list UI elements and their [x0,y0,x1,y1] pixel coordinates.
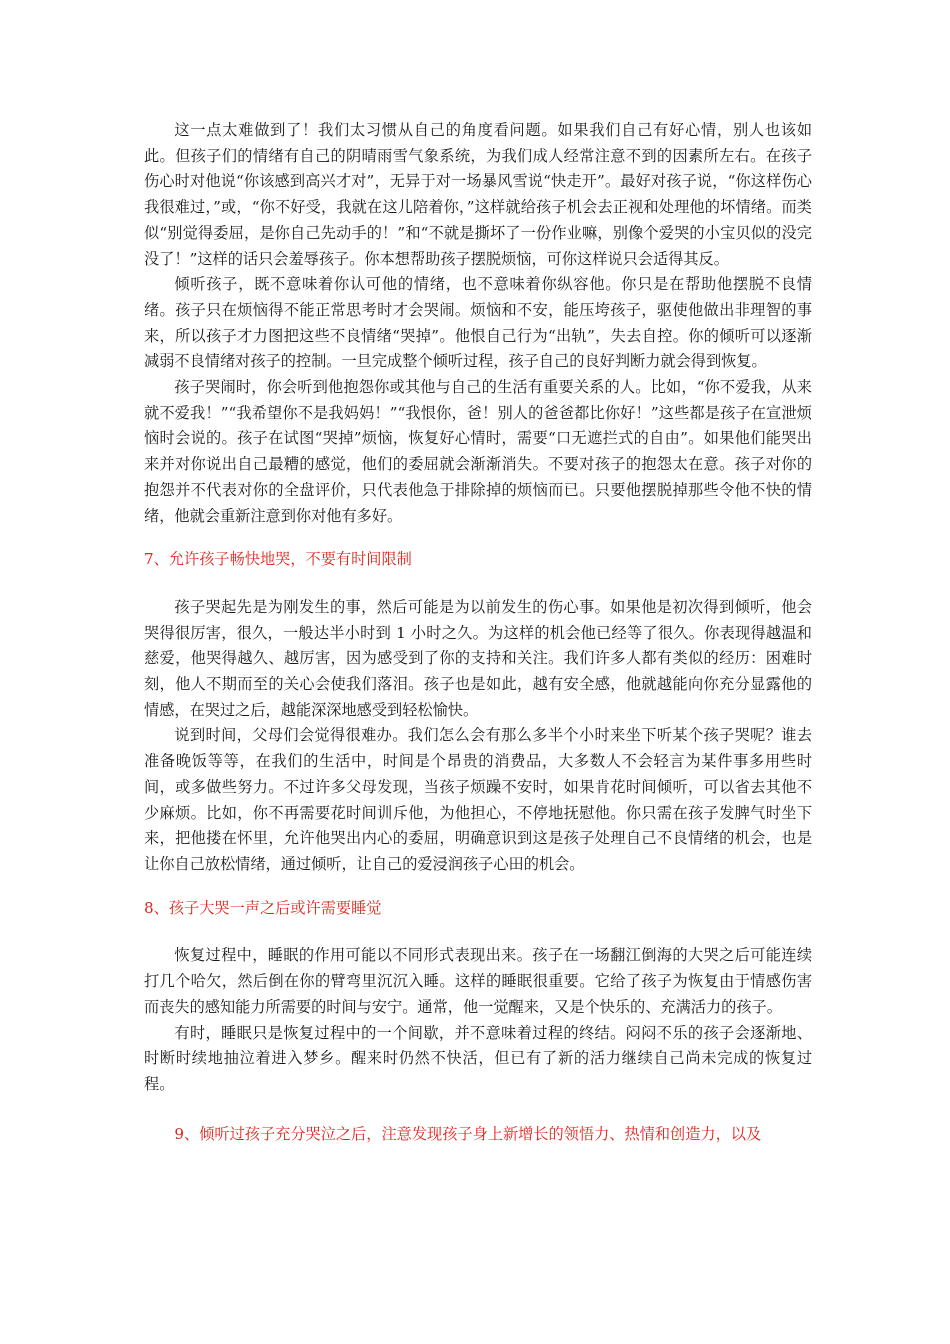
section-heading-9: 9、倾听过孩子充分哭泣之后，注意发现孩子身上新增长的领悟力、热情和创造力，以及 [174,1124,762,1143]
body-paragraph: 孩子哭闹时，你会听到他抱怨你或其他与自己的生活有重要关系的人。比如，“你不爱我，从来就不爱我！”“我希望你不是我妈妈！”“我恨你，爸！别人的爸爸都比你好！”这些都是孩子在宣泄烦恼时会说的。孩子在试图“哭掉”烦恼，恢复好心情时，需要“口无遮拦式的自由”。如果他们能哭出来并对你说出自己最糟的感觉，他们的委屈就会渐渐消失。不要对孩子的抱怨太在意。孩子对你的抱怨并不代表对你的全盘评价，只代表他急于排除掉的烦恼而已。只要他摆脱掉那些令他不快的情绪，他就会重新注意到你对他有多好。 [144,378,812,525]
body-paragraph: 说到时间，父母们会觉得很难办。我们怎么会有那么多半个小时来坐下听某个孩子哭呢？谁去准备晚饭等等，在我们的生活中，时间是个昂贵的消费品，大多数人不会轻言为某件事多用些时间，或多做些努力。不过许多父母发现，当孩子烦躁不安时，如果肯花时间倾听，可以省去其他不少麻烦。比如，你不再需要花时间训斥他，为他担心，不停地抚慰他。你只需在孩子发脾气时坐下来，把他搂在怀里，允许他哭出内心的委屈，明确意识到这是孩子处理自己不良情绪的机会，也是让你自己放松情绪，通过倾听，让自己的爱浸润孩子心田的机会。 [144,726,812,873]
body-paragraph: 这一点太难做到了！我们太习惯从自己的角度看问题。如果我们自己有好心情，别人也该如此。但孩子们的情绪有自己的阴晴雨雪气象系统，为我们成人经常注意不到的因素所左右。在孩子伤心时对他说“你该感到高兴才对”，无异于对一场暴风雪说“快走开”。最好对孩子说，“你这样伤心我很难过，”或，“你不好受，我就在这儿陪着你，”这样就给孩子机会去正视和处理他的坏情绪。而类似“别觉得委屈，是你自己先动手的！”和“不就是撕坏了一份作业嘛，别像个爱哭的小宝贝似的没完没了！”这样的话只会羞辱孩子。你本想帮助孩子摆脱烦恼，可你这样说只会适得其反。 [144,121,812,268]
body-paragraph: 孩子哭起先是为刚发生的事，然后可能是为以前发生的伤心事。如果他是初次得到倾听，他会哭得很厉害，很久，一般达半小时到 1 小时之久。为这样的机会他已经等了很久。你表现得越温和慈爱，他哭得越久、越厉害，因为感受到了你的支持和关注。我们许多人都有类似的经历：困难时刻，他人不期而至的关心会使我们落泪。孩子也是如此，越有安全感，他就越能向你充分显露他的情感，在哭过之后，越能深深地感受到轻松愉快。 [144,597,812,719]
body-paragraph: 有时，睡眠只是恢复过程中的一个间歇，并不意味着过程的终结。闷闷不乐的孩子会逐渐地、时断时续地抽泣着进入梦乡。醒来时仍然不快活，但已有了新的活力继续自己尚未完成的恢复过程。 [144,1023,812,1093]
section-heading-8: 8、孩子大哭一声之后或许需要睡觉 [144,898,382,917]
document-page [144,118,812,1147]
section-heading-7: 7、允许孩子畅快地哭，不要有时间限制 [144,550,412,569]
body-paragraph: 恢复过程中，睡眠的作用可能以不同形式表现出来。孩子在一场翻江倒海的大哭之后可能连续打几个哈欠，然后倒在你的臂弯里沉沉入睡。这样的睡眠很重要。它给了孩子为恢复由于情感伤害而丧失的感知能力所需要的时间与安宁。通常，他一觉醒来，又是个快乐的、充满活力的孩子。 [144,946,812,1016]
body-paragraph: 倾听孩子，既不意味着你认可他的情绪，也不意味着你纵容他。你只是在帮助他摆脱不良情绪。孩子只在烦恼得不能正常思考时才会哭闹。烦恼和不安，能压垮孩子，驱使他做出非理智的事来，所以孩子才力图把这些不良情绪“哭掉”。他恨自己行为“出轨”，失去自控。你的倾听可以逐渐减弱不良情绪对孩子的控制。一旦完成整个倾听过程，孩子自己的良好判断力就会得到恢复。 [144,275,812,371]
